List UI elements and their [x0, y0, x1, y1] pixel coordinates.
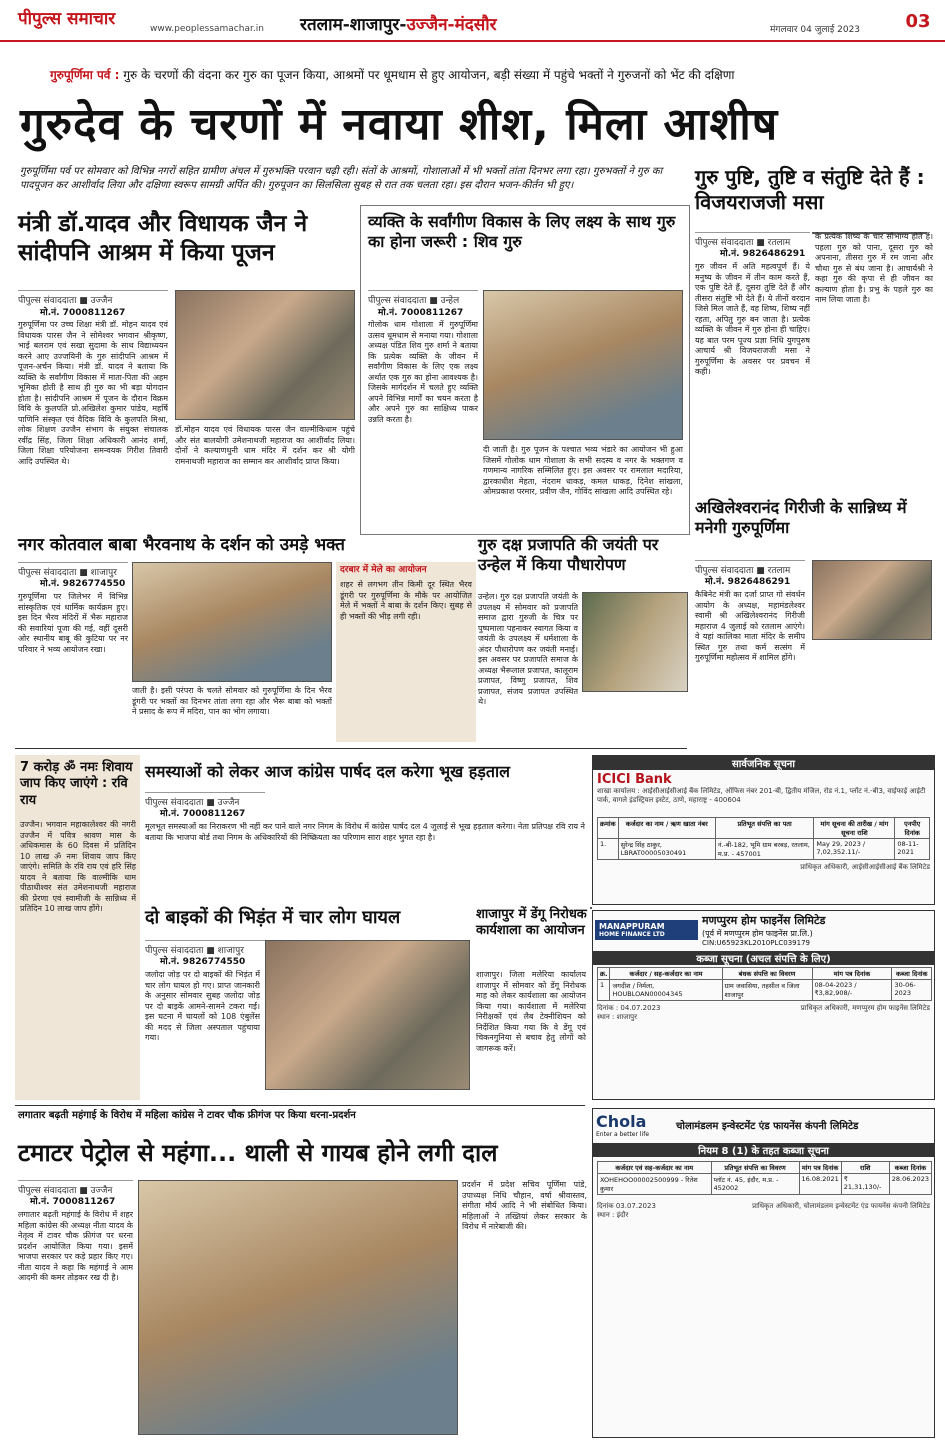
- masthead: [0, 0, 945, 42]
- section-divider-2: [15, 1105, 585, 1106]
- page-number: 03: [905, 11, 931, 32]
- kicker-text: गुरु के चरणों की वंदना कर गुरु का पूजन किया, आश्रमों पर धूमधाम से हुए आयोजन, बड़ी संख्या में पहुंचे भक्तों ने गुरुजनों को भेंट की दक्षिणा: [123, 68, 735, 82]
- chola-cell: 16.08.2021: [799, 1174, 841, 1195]
- story10-anchor: [590, 907, 592, 909]
- manappuram-brand: MANAPPURAM: [599, 922, 665, 931]
- story2-mobile: मो.नं. 7000811267: [378, 308, 464, 318]
- icici-notice-title: सार्वजनिक सूचना: [593, 756, 934, 770]
- kicker-label: गुरुपूर्णिमा पर्व :: [50, 68, 120, 82]
- edition-part-b: उज्जैन-मंदसौर: [406, 15, 497, 35]
- story6-headline: अखिलेश्वरानंद गिरीजी के सान्निध्य में मनेगी गुरुपूर्णिमा: [695, 498, 907, 537]
- manappuram-subtitle: (पूर्व में मणप्पुरम होम फाइनेंस प्रा.लि.): [702, 929, 813, 938]
- story1-mobile: मो.नं. 7000811267: [40, 308, 126, 318]
- story3-headline: गुरु पुष्टि, तुष्टि व संतुष्टि देते हैं : विजयराजजी मसा: [695, 165, 925, 214]
- story4-body-2: जाती है। इसी परंपरा के चलते सोमवार को गुरुपूर्णिमा के दिन भैरव डूंगरी पर भक्तों का दिनभर तांता लगा रहा और भैरू बाबा को भक्तों ने प्रसाद के रूप में मदिरा, पान का भोग लगाया।: [132, 686, 332, 716]
- chola-table-header: [598, 1162, 932, 1174]
- section-divider: [15, 748, 687, 749]
- story8-byline: पीपुल्स संवाददाता ■ उज्जैन: [145, 792, 265, 808]
- story4-body: गुरुपूर्णिमा पर जिलेभर में विभिन्न सांस्कृतिक एवं धार्मिक कार्यक्रम हुए। इस दिन भैरव मंदिरों में भैरू महाराज की सवारियां पूजा की गई, वहीं दूसरी ओर स्थानीय बाबू की कुटिया पर नर परिवार ने भव्य आयोजन रखा।: [18, 592, 128, 654]
- manappuram-cell: 30-06-2023: [892, 980, 932, 1001]
- table-row: [598, 1174, 932, 1195]
- story11-kicker: लगातार बढ़ती महंगाई के विरोध में महिला कांग्रेस ने टावर चौक फ्रीगंज पर किया धरना-प्रदर्शन: [18, 1110, 356, 1121]
- icici-cell: नं.-बी-182, भूमि ग्राम बरबड़, रतलाम, म.प्र. - 457001: [715, 839, 814, 860]
- story8-headline: समस्याओं को लेकर आज कांग्रेस पार्षद दल करेगा भूख हड़ताल: [145, 762, 510, 781]
- issue-date: मंगलवार 04 जुलाई 2023: [770, 25, 861, 35]
- story4-photo: [132, 562, 332, 682]
- manappuram-cell: 1: [598, 980, 610, 1001]
- manappuram-col: क्र.: [598, 968, 610, 980]
- icici-cell: May 29, 2023 / 7,02,352.11/-: [814, 839, 895, 860]
- story6-body: कैबिनेट मंत्री का दर्जा प्राप्त गो संवर्धन आयोग के अध्यक्ष, महामंडलेश्वर स्वामी श्री अखिलेश्वरानंद गिरीजी महाराज 4 जुलाई को रतलाम आएंगे। वे यहां कालिका माता मंदिर के समीप स्थित गुरु तथा कर्म सत्संग में गुरुपूर्णिमा महोत्सव में शामिल होंगे।: [695, 590, 805, 662]
- manappuram-col: कब्जा दिनांक: [892, 968, 932, 980]
- story9-photo: [265, 940, 470, 1090]
- manappuram-brand-sub: HOME FINANCE LTD: [599, 931, 665, 938]
- lead-intro: गुरुपूर्णिमा पर्व पर सोमवार को विभिन्न नगरों सहित ग्रामीण अंचल में गुरुभक्ति परवान चढ़ी रही। संतों के आश्रमों, गोशालाओं में भी भक्तों तांता दिनभर लगा रहा। गुरुभक्तों ने गुरु का पादपूजन कर आशीर्वाद लिया और दक्षिणा स्वरूप सामग्री अर्पित की। गुरुपूजन का सिलसिला सुबह से रात तक चलता रहा। इस दौरान भजन-कीर्तन भी हुए।: [20, 166, 663, 191]
- manappuram-signature: प्राधिकृत अधिकारी, मणप्पुरम होम फाइनेंस लिमिटेड: [800, 1004, 930, 1012]
- newspaper-logo: पीपुल्स समाचार: [18, 9, 116, 29]
- manappuram-place: स्थान : शाजापुर: [597, 1013, 637, 1021]
- story9-byline: पीपुल्स संवाददाता ■ शाजापुर: [145, 940, 265, 956]
- story4-sidebox-text: शहर से लगभग तीन किमी दूर स्थित भैरव डूंगरी पर गुरुपूर्णिमा के मौके पर आयोजित मेले में भक्तों ने बाबा के दर्शन किए। सुबह से ही भक्तों की भीड़ लगी रही।: [340, 580, 472, 621]
- chola-notice-title: नियम 8 (1) के तहत कब्जा सूचना: [593, 1143, 934, 1157]
- icici-notice: [592, 755, 935, 905]
- story2-photo: [483, 290, 683, 440]
- manappuram-cell: ग्राम जवासिया, तहसील व जिला शाजापुर: [722, 980, 812, 1001]
- manappuram-col: मांग पत्र दिनांक: [812, 968, 892, 980]
- icici-col: कर्जदार का नाम / ऋण खाता नंबर: [618, 818, 715, 839]
- table-row: [598, 980, 932, 1001]
- chola-signature: प्राधिकृत अधिकारी, चोलामंडलम इन्वेस्टमेंट एंड फायनेंस कंपनी लिमिटेड: [752, 1202, 930, 1210]
- manappuram-notice-title: कब्जा सूचना (अचल संपत्ति के लिए): [593, 951, 934, 965]
- manappuram-cell: 08-04-2023 / ₹3,82,908/-: [812, 980, 892, 1001]
- chola-col: राशि: [841, 1162, 889, 1174]
- chola-cell: 28.06.2023: [889, 1174, 931, 1195]
- chola-col: कब्जा दिनांक: [889, 1162, 931, 1174]
- chola-col: कर्जदार एवं सह-कर्जदार का नाम: [598, 1162, 712, 1174]
- story7-body: उज्जैन। भगवान महाकालेश्वर की नगरी उज्जैन में पवित्र श्रावण मास के अधिकमास के 60 दिवस में प्रतिदिन 10 लाख ॐ नमः शिवाय जाप किए जाएंगे। समिति के रवि राय एवं हरि सिंह यादव ने बताया कि वाल्मीकि धाम पीठाधीश्वर संत उमेशनाथजी महाराज की प्रेरणा एवं स्वामीजी के सान्निध्य में प्रतिदिन 10 लाख जाप होंगे।: [20, 820, 136, 913]
- icici-brand: ICICI Bank: [597, 772, 672, 787]
- chola-tagline: Enter a better life: [596, 1131, 650, 1138]
- icici-col: क्रमांक: [598, 818, 619, 839]
- table-row: [598, 839, 930, 860]
- manappuram-col: बंधक संपत्ति का विवरण: [722, 968, 812, 980]
- manappuram-cell: जगदीश / निर्मला, HOUBLOAN00004345: [610, 980, 722, 1001]
- story11-mobile: मो.नं. 7000811267: [30, 1197, 116, 1207]
- manappuram-title: मणप्पुरम होम फाइनेंस लिमिटेड: [702, 914, 826, 927]
- chola-cell: XOHEHOO00002500999 - रितेश कुमार: [598, 1174, 712, 1195]
- story8-body: मूलभूत समस्याओं का निराकरण भी नहीं कर पाने वाले नगर निगम के विरोध में कांग्रेस पार्षद दल 4 जुलाई से भूख हड़ताल करेगा। नेता प्रतिपक्ष रवि राय ने बताया कि भाजपा बोर्ड तथा निगम के अधिकारियों की निष्क्रियता का परिणाम सारा शहर भुगत रहा है।: [145, 822, 585, 842]
- story2-body: गोलोक धाम गोशाला में गुरुपूर्णिमा उत्सव धूमधाम से मनाया गया। गोशाला अध्यक्ष पंडित शिव गुरु शर्मा ने बताया कि प्रत्येक व्यक्ति के जीवन में सर्वांगीण विकास के लिए एक लक्ष्य अर्थात एक गुरु का होना आवश्यक है। जिसके मार्गदर्शन में चलते हुए व्यक्ति अपने विभिन्न मार्गों का चयन करता है और अपने गुरु का साक्षिध्य पाकर उन्नति करता है।: [368, 320, 478, 424]
- story9-body: जलोदा जोड़ पर दो बाइकों की भिड़ंत में चार लोग घायल हो गए। प्राप्त जानकारी के अनुसार सोमवार सुबह जलोदा जोड़ पर दो बाइकें आमने-सामने टकरा गईं। इस घटना में घायलों को 108 एंबुलेंस की मदद से जिला अस्पताल पहुंचाया गया।: [145, 970, 260, 1042]
- story1-body-2: डॉ.मोहन यादव एवं विधायक पारस जैन वाल्मीकिधाम पहुंचे और संत बालयोगी उमेशनाथजी महाराज का आशीर्वाद लिया। दोनों ने कल्याणधुनी धाम मंदिर में दर्शन कर श्री योगी रामनाथजी महाराज का सम्मान कर आशीर्वाद प्राप्त किया।: [175, 425, 355, 466]
- story11-body-2: प्रदर्शन में प्रदेश सचिव पूर्णिमा पांडे, उपाध्यक्ष निधि चौहान, वर्षा श्रीवास्तव, संगीता मौर्य आदि ने भी संबोधित किया। महिलाओं ने तख्तियां लेकर सरकार के विरोध में नारेबाजी की।: [462, 1180, 587, 1231]
- story4-sidebox-title: दरबार में मेले का आयोजन: [340, 565, 427, 575]
- story3-byline: पीपुल्स संवाददाता ■ रतलाम: [695, 232, 810, 248]
- story6-portrait: [812, 560, 932, 640]
- story10-body: शाजापुर। जिला मलेरिया कार्यालय शाजापुर में सोमवार को डेंगू निरोधक माह को लेकर कार्यशाला का आयोजन किया गया। कार्यशाला में मलेरिया निरीक्षकों एवं लैब टेक्नीशियन को निर्देशित किया गया कि वे डेंगू एवं चिकनगुनिया से बचाव हेतु लोगों को जागरूक करें।: [476, 970, 586, 1053]
- lead-kicker: [50, 66, 910, 83]
- story10-headline: शाजापुर में डेंगू निरोधक कार्यशाला का आयोजन: [476, 907, 587, 939]
- story8-mobile: मो.नं. 7000811267: [160, 809, 246, 819]
- story11-photo: [138, 1180, 458, 1435]
- manappuram-date: दिनांक : 04.07.2023: [597, 1004, 661, 1012]
- icici-cell: 1.: [598, 839, 619, 860]
- icici-address: शाखा कार्यालय : आईसीआईसीआई बैंक लिमिटेड, ऑफिस नंबर 201-बी, द्वितीय मंजिल, रोड नं.1, प्लॉट नं.-बी3, वाईफाई आईटी पार्क, वागले इंडस्ट्रियल इस्टेट, ठाणे, महाराष्ट्र - 400604: [597, 787, 926, 804]
- story6-byline: पीपुल्स संवाददाता ■ रतलाम: [695, 560, 805, 576]
- manappuram-cin: CIN:U65923KL2010PLC039179: [702, 939, 810, 947]
- chola-col: मांग पत्र दिनांक: [799, 1162, 841, 1174]
- icici-signature: प्राधिकृत अधिकारी, आईसीआईसीआई बैंक लिमिटेड: [800, 863, 930, 871]
- website-url[interactable]: www.peoplessamachar.in: [150, 24, 264, 34]
- story1-byline: पीपुल्स संवाददाता ■ उज्जैन: [18, 290, 168, 306]
- manappuram-notice: [592, 910, 935, 1100]
- chola-col: प्रतिभूत संपत्ति का विवरण: [711, 1162, 799, 1174]
- story4-mobile: मो.नं. 9826774550: [40, 579, 126, 589]
- story4-headline: नगर कोतवाल बाबा भैरवनाथ के दर्शन को उमड़े भक्त: [18, 535, 345, 555]
- story3-mobile: मो.नं. 9826486291: [720, 249, 806, 259]
- lead-headline: गुरुदेव के चरणों में नवाया शीश, मिला आशीष: [20, 99, 779, 150]
- story5-body: उन्हेल। गुरु दक्ष प्रजापति जयंती के उपलक्ष्य में सोमवार को प्रजापति समाज द्वारा गुरुजी के चित्र पर पुष्पमाला पहनाकर स्वागत किया व जयंती के उपलक्ष्य में धर्मशाला के अंदर पौधारोपण कर जयंती मनाई। इस अवसर पर प्रजापति समाज के अध्यक्ष भैरूलाल प्रजापत, कालूराम प्रजापत, विष्णु प्रजापत, शिव प्रजापत, संजय प्रजापत उपस्थित थे।: [478, 592, 578, 706]
- story11-body: लगातार बढ़ती महंगाई के विरोध में शहर महिला कांग्रेस की अध्यक्ष नीता यादव के नेतृत्व में टावर चौक फ्रीगंज पर धरना प्रदर्शन आयोजित किया गया। इसमें भाजपा सरकार पर कड़े प्रहार किए गए। नीता यादव ने कहा कि महंगाई ने आम आदमी की कमर तोड़कर रख दी है।: [18, 1210, 133, 1282]
- chola-table: [597, 1161, 932, 1195]
- manappuram-logo: [595, 920, 698, 940]
- story3-body-2: के प्रत्येक शिष्य के चार सौभाग्य होते हैं। पहला गुरु को पाना, दूसरा गुरु को अपनाना, तीसरा गुरु में रम जाना और चौथा गुरु से बंध जाना है। आचार्यश्री ने कहा गुरु की कृपा से ही जीवन का कल्याण होता है। प्रभु के पहले गुरु का नाम लिया जाता है।: [815, 232, 933, 304]
- story1-body: गुरुपूर्णिमा पर उच्च शिक्षा मंत्री डॉ. मोहन यादव एवं विधायक पारस जैन ने सोमेश्वर भगवान श्रीकृष्ण, भाई बलराम एवं सखा सुदामा के साथ विद्याध्ययन करने आए उज्जयिनी के गुरु सांदीपनि आश्रम में पूजन-अर्चन किया। मंत्री डॉ. यादव ने बताया कि व्यक्ति के सर्वांगीण विकास में माता-पिता की अहम भूमिका होती है साथ ही गुरु का भी बड़ा योगदान होता है। सांदीपनि आश्रम में पूजन के दौरान विक्रम विवि के कुलपति प्रो.अखिलेश कुमार पांडेय, महर्षि पाणिनि संस्कृत एवं वैदिक विवि के कुलपति मिश्रा, लोक शिक्षण उज्जैन संभाग के संयुक्त संचालक रवींद्र सिंह, जिला शिक्षा अधिकारी आनंद शर्मा, जिला शिक्षा परियोजना समन्वयक गिरीश तिवारी आदि उपस्थित थे।: [18, 320, 168, 466]
- icici-table-header: [598, 818, 930, 839]
- story2-headline: व्यक्ति के सर्वांगीण विकास के लिए लक्ष्य के साथ गुरु का होना जरूरी : शिव गुरु: [368, 212, 676, 251]
- story9-headline: दो बाइकों की भिड़ंत में चार लोग घायल: [145, 907, 401, 928]
- icici-table: [597, 817, 930, 860]
- edition-title: [300, 12, 497, 35]
- story2-body-2: दी जाती है। गुरु पूजन के पश्चात भव्य भंडारे का आयोजन भी हुआ जिसमें गोलोक धाम गोशाला के सभी सदस्य व नगर के भक्तगण व गणमान्य नागरिक सम्मिलित हुए। इस अवसर पर रामलाल मदारिया, द्वारकाधीश मेहता, नंदराम धाकड़, कमल धाकड़, दिनेश सांखला, ओमप्रकाश परमार, प्रवीण जैन, गोविंद सांखला आदि उपस्थित रहे।: [483, 445, 683, 496]
- story6-mobile: मो.नं. 9826486291: [705, 577, 791, 587]
- chola-cell: ₹ 21,31,130/-: [841, 1174, 889, 1195]
- icici-cell: सुरेन्द्र सिंह ठाकुर, LBRAT00005030491: [618, 839, 715, 860]
- story2-byline: पीपुल्स संवाददाता ■ उन्हेल: [368, 290, 478, 306]
- story9-mobile: मो.नं. 9826774550: [160, 957, 246, 967]
- icici-cell: 08-11-2021: [895, 839, 930, 860]
- story11-headline: टमाटर पेट्रोल से महंगा... थाली से गायब होने लगी दाल: [18, 1139, 498, 1167]
- chola-brand: Chola: [596, 1112, 647, 1131]
- manappuram-table: [597, 967, 932, 1001]
- story1-photo: [175, 290, 355, 420]
- manappuram-col: कर्जदार / सह-कर्जदार का नाम: [610, 968, 722, 980]
- manappuram-table-header: [598, 968, 932, 980]
- edition-part-a: रतलाम-शाजापुर-: [300, 15, 407, 35]
- chola-place: स्थान : इंदौर: [597, 1211, 629, 1219]
- story1-headline: मंत्री डॉ.यादव और विधायक जैन ने सांदीपनि आश्रम में किया पूजन: [18, 211, 308, 266]
- story11-byline: पीपुल्स संवाददाता ■ उज्जैन: [18, 1180, 133, 1196]
- chola-cell: प्लॉट नं. 45, इंदौर, म.प्र. - 452002: [711, 1174, 799, 1195]
- icici-col: प्रतिभूत संपत्ति का पता: [715, 818, 814, 839]
- icici-col: एनपीए दिनांक: [895, 818, 930, 839]
- chola-logo: [596, 1112, 676, 1138]
- story4-byline: पीपुल्स संवाददाता ■ शाजापुर: [18, 562, 128, 578]
- story7-headline: 7 करोड़ ॐ नमः शिवाय जाप किए जाएंगे : रवि राय: [20, 760, 133, 808]
- icici-col: मांग सूचना की तारीख / मांग सूचना राशि: [814, 818, 895, 839]
- story5-photo: [582, 592, 688, 692]
- story5-headline: गुरु दक्ष प्रजापति की जयंती पर उन्हेल में किया पौधारोपण: [478, 535, 659, 574]
- story3-body: गुरु जीवन में अति महत्वपूर्ण हैं। ये मनुष्य के जीवन में तीन काम करते हैं, एक पुष्टि देते हैं, दूसरा तुष्टि देते हैं और तीसरा संतुष्टि भी देते हैं। ये तीनों वरदान जिसे मिल जाते हैं, वह शिष्य, शिष्य नहीं रहता, अपितु गुरु बन जाता है। प्रत्येक व्यक्ति के जीवन में गुरु होना ही चाहिए। यह बात परम पूज्य प्रज्ञा निधि युगपुरुष आचार्य श्री विजयराजजी मसा ने गुरुपूर्णिमा के अवसर पर प्रवचन में कही।: [695, 262, 810, 376]
- chola-title: चोलामंडलम इन्वेस्टमेंट एंड फायनेंस कंपनी लिमिटेड: [676, 1121, 859, 1132]
- chola-date: दिनांक 03.07.2023: [597, 1202, 656, 1210]
- chola-notice: [592, 1108, 935, 1438]
